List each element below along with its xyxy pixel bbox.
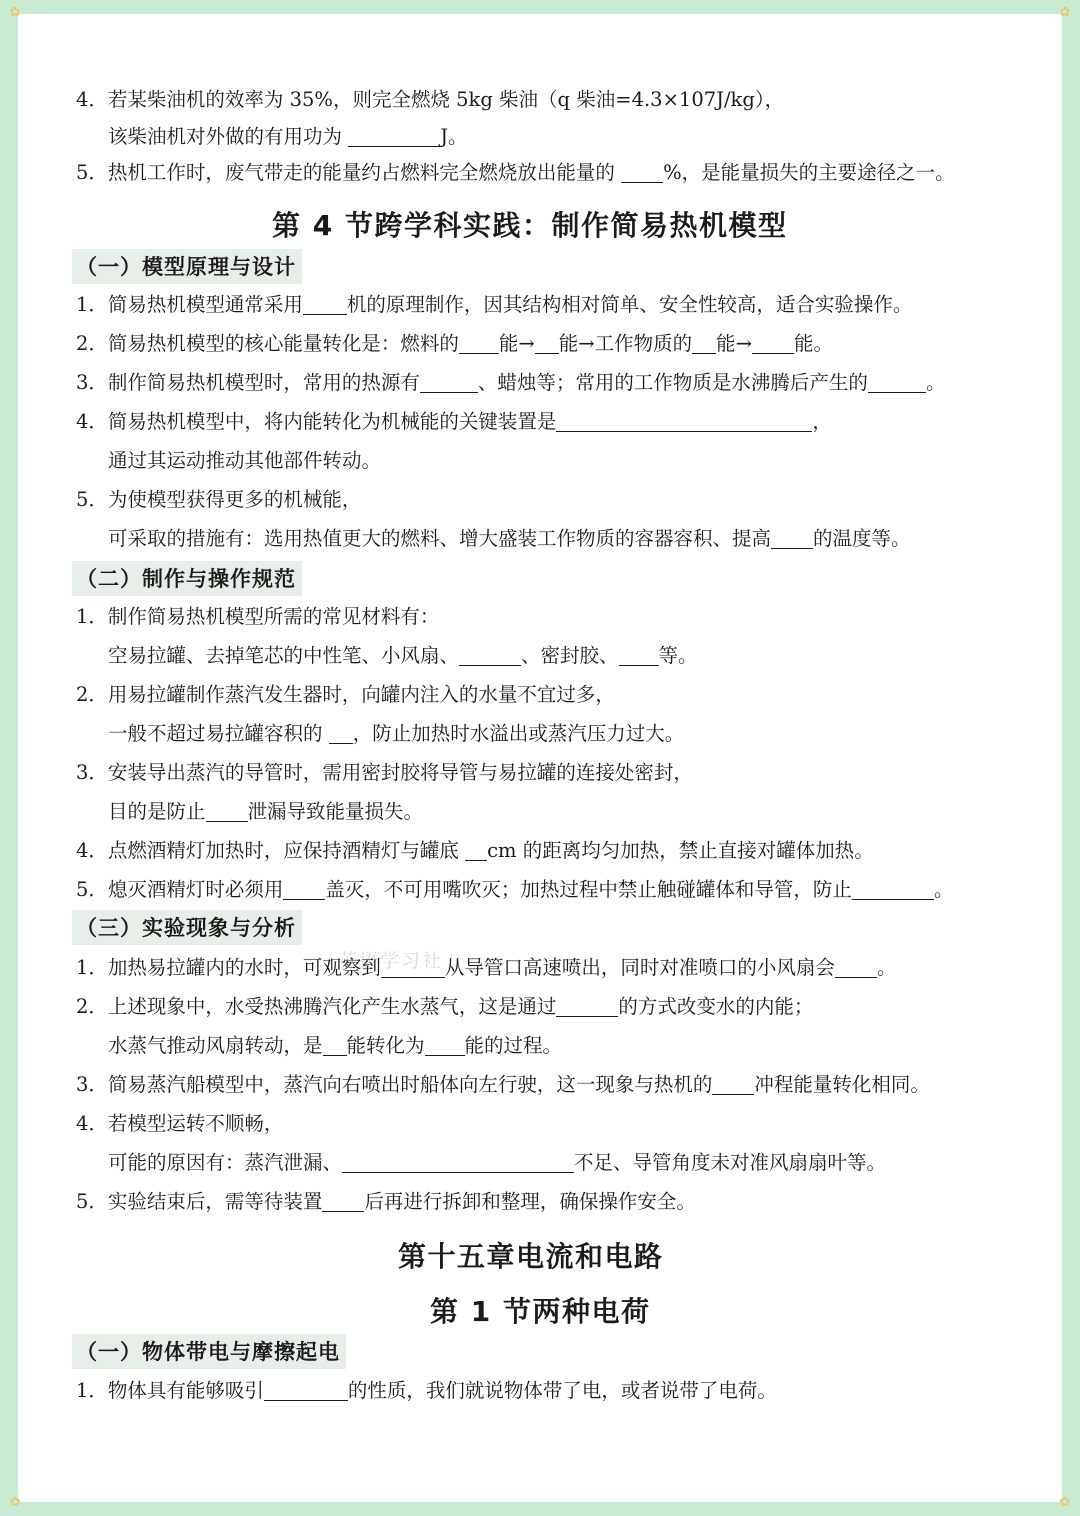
answer-blank[interactable] <box>283 879 325 900</box>
section-title: 第 4 节跨学科实践：制作简易热机模型 <box>272 209 788 242</box>
answer-blank[interactable] <box>556 411 812 432</box>
question-line: 3．简易蒸汽船模型中，蒸汽向右喷出时船体向左行驶，这一现象与热机的 冲程能量转化相同。 <box>76 1073 930 1096</box>
question-line: 一般不超过易拉罐容积的 ，防止加热时水溢出或蒸汽压力过大。 <box>108 722 685 745</box>
subsection-heading: （二）制作与操作规范 <box>72 561 302 596</box>
answer-blank[interactable] <box>342 1152 574 1173</box>
question-line: 1．加热易拉罐内的水时，可观察到 从导管口高速喷出，同时对准喷口的小风扇会 。 <box>76 956 897 979</box>
answer-blank[interactable] <box>420 372 478 393</box>
answer-blank[interactable] <box>322 1191 364 1212</box>
question-line: 5．为使模型获得更多的机械能， <box>76 488 362 511</box>
question-line: 2．用易拉罐制作蒸汽发生器时，向罐内注入的水量不宜过多， <box>76 683 615 706</box>
answer-blank[interactable] <box>348 126 440 147</box>
question-line: 5．熄灭酒精灯时必须用 盖灭，不可用嘴吹灭；加热过程中禁止触碰罐体和导管，防止 。 <box>76 878 954 901</box>
answer-blank[interactable] <box>459 333 499 354</box>
subsection-heading: （三）实验现象与分析 <box>72 910 302 945</box>
question-line: 该柴油机对外做的有用功为 J。 <box>108 125 468 148</box>
answer-blank[interactable] <box>425 1035 465 1056</box>
question-line: 5．热机工作时，废气带走的能量约占燃料完全燃烧放出能量的 %，是能量损失的主要途径之一。 <box>76 161 955 184</box>
answer-blank[interactable] <box>852 879 934 900</box>
answer-blank[interactable] <box>323 1035 347 1056</box>
corner-ornament-icon: ✿ <box>9 5 21 20</box>
answer-blank[interactable] <box>535 333 559 354</box>
answer-blank[interactable] <box>771 528 813 549</box>
question-line: 4．简易热机模型中，将内能转化为机械能的关键装置是 ， <box>76 410 832 433</box>
question-line: 4．若模型运转不顺畅， <box>76 1112 284 1135</box>
answer-blank[interactable] <box>206 801 248 822</box>
question-line: 3．安装导出蒸汽的导管时，需用密封胶将导管与易拉罐的连接处密封， <box>76 761 693 784</box>
section-title: 第 1 节两种电荷 <box>430 1295 651 1328</box>
answer-blank[interactable] <box>752 333 794 354</box>
answer-blank[interactable] <box>556 996 618 1017</box>
answer-blank[interactable] <box>619 645 659 666</box>
question-line: 4．点燃酒精灯加热时，应保持酒精灯与罐底 cm 的距离均匀加热，禁止直接对罐体加热。 <box>76 839 874 862</box>
question-line: 水蒸气推动风扇转动，是 能转化为 能的过程。 <box>108 1034 563 1057</box>
answer-blank[interactable] <box>303 294 347 315</box>
answer-blank[interactable] <box>465 840 487 861</box>
answer-blank[interactable] <box>835 957 877 978</box>
answer-blank[interactable] <box>868 372 926 393</box>
subsection-heading: （一）物体带电与摩擦起电 <box>72 1334 346 1369</box>
question-line: 1．简易热机模型通常采用 机的原理制作，因其结构相对简单、安全性较高，适合实验操作。 <box>76 293 913 316</box>
question-line: 1．制作简易热机模型所需的常见材料有： <box>76 605 440 628</box>
question-line: 4．若某柴油机的效率为 35%，则完全燃烧 5kg 柴油（q 柴油=4.3×107J/kg）， <box>76 88 785 111</box>
question-line: 通过其运动推动其他部件转动。 <box>108 449 382 472</box>
question-line: 可采取的措施有：选用热值更大的燃料、增大盛装工作物质的容器容积、提高 的温度等。 <box>108 527 911 550</box>
question-line: 1．物体具有能够吸引 的性质，我们就说物体带了电，或者说带了电荷。 <box>76 1379 777 1402</box>
corner-ornament-icon: ✿ <box>1059 5 1071 20</box>
chapter-title: 第十五章电流和电路 <box>398 1240 664 1273</box>
corner-ornament-icon: ✿ <box>1059 1495 1071 1510</box>
question-line: 目的是防止 泄漏导致能量损失。 <box>108 800 424 823</box>
question-line: 3．制作简易热机模型时，常用的热源有 、蜡烛等；常用的工作物质是水沸腾后产生的 。 <box>76 371 946 394</box>
answer-blank[interactable] <box>329 723 353 744</box>
corner-ornament-icon: ✿ <box>9 1495 21 1510</box>
answer-blank[interactable] <box>381 957 445 978</box>
answer-blank[interactable] <box>692 333 716 354</box>
question-line: 空易拉罐、去掉笔芯的中性笔、小风扇、 、密封胶、 等。 <box>108 644 698 667</box>
question-line: 2．简易热机模型的核心能量转化是：燃料的 能→ 能→工作物质的 能→ 能。 <box>76 332 833 355</box>
answer-blank[interactable] <box>621 162 663 183</box>
watermark: 英语学习社 <box>338 950 444 972</box>
answer-blank[interactable] <box>459 645 521 666</box>
question-line: 可能的原因有：蒸汽泄漏、 不足、导管角度未对准风扇扇叶等。 <box>108 1151 887 1174</box>
subsection-heading: （一）模型原理与设计 <box>72 249 302 284</box>
question-line: 5．实验结束后，需等待装置 后再进行拆卸和整理，确保操作安全。 <box>76 1190 696 1213</box>
question-line: 2．上述现象中，水受热沸腾汽化产生水蒸气，这是通过 的方式改变水的内能； <box>76 995 814 1018</box>
answer-blank[interactable] <box>712 1074 754 1095</box>
answer-blank[interactable] <box>264 1380 348 1401</box>
